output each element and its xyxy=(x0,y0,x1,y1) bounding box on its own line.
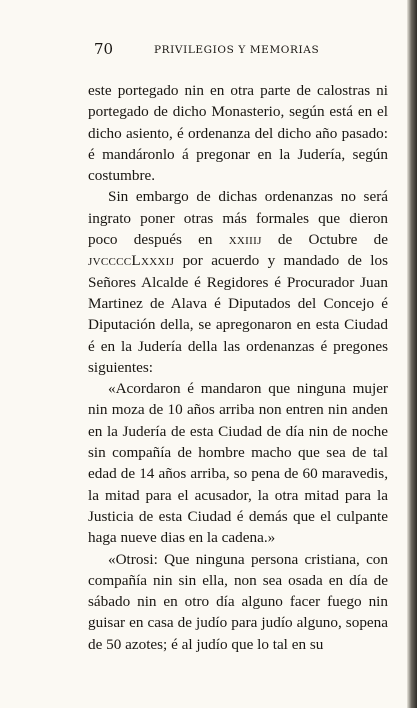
paragraph-ordinance-first: «Acordaron é mandaron que ninguna mujer nin moza de 10 años arriba non entren nin anden en la Judería de esta Ciudad de día nin de noche sin compañía de hombre macho que sea de tal edad de 14 años arriba, so pena de 60 maravedis, la mitad para el acusador, la otra mitad para la Justicia de esta Ciudad é demás que el culpante haga nueve dias en la cadena.» xyxy=(88,380,388,547)
paragraph-ordinances-intro xyxy=(88,186,388,378)
paragraph-text: por acuerdo y mandado de los Señores Alcalde é Regidores é Procurador Juan Martinez de Alava é Diputados del Concejo é Diputación della, se apregonaron en esta Ciudad é en la Judería della las ordenanzas é pregones siguientes: xyxy=(88,252,388,376)
date-numeral: xxiiij xyxy=(228,231,262,249)
paragraph-text: de Octubre de xyxy=(261,231,388,249)
paragraph-text: Sin embargo de dichas ordenanzas no será ingrato poner otras más formales que dieron poco después en xyxy=(88,188,388,249)
page-header xyxy=(90,40,390,60)
paragraph-continuation: este portegado nin en otra parte de calostras ni portegado de dicho Monasterio, según está en el dicho asiento, é ordenanza del dicho año pasado: é mandáronlo á pregonar en la Judería, según costumbre. xyxy=(88,82,388,185)
page-number: 70 xyxy=(94,40,114,58)
scan-edge xyxy=(407,0,417,708)
body-text xyxy=(88,80,388,655)
paragraph-ordinance-second: «Otrosi: Que ninguna persona cristiana, con compañía nin sin ella, non sea osada en día de sábado nin en otro día alguno facer fuego nin guisar en casa de judío para judío alguno, sopena de 50 azotes; é al judío que lo tal en su xyxy=(88,550,388,653)
year-numeral: jvccccLxxxij xyxy=(88,252,175,270)
running-head: PRIVILEGIOS Y MEMORIAS xyxy=(154,44,320,56)
